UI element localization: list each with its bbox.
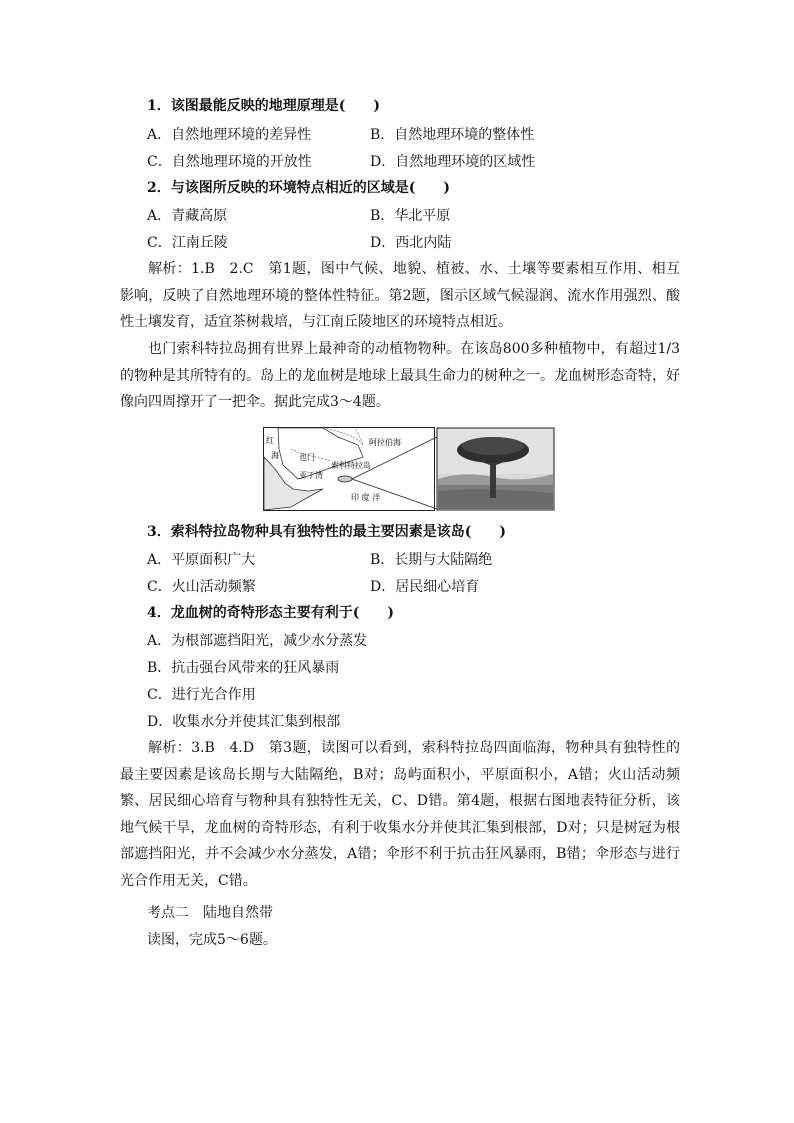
socotra-island-shape [338, 476, 352, 482]
q3-option-b: B．长期与大陆隔绝 [370, 552, 493, 568]
q1-option-d: D．自然地理环境的区域性 [370, 154, 536, 170]
label-indian-ocean: 印 度 洋 [351, 493, 381, 502]
map-svg [263, 427, 556, 511]
label-socotra: 索科特拉岛 [331, 461, 371, 470]
dragon-tree-photo [437, 428, 554, 510]
figure-map-and-photo [263, 427, 556, 511]
q2-option-b: B．华北平原 [370, 208, 451, 224]
label-arabian-sea: 阿拉伯海 [369, 438, 401, 447]
instruction-line: 读图，完成5～6题。 [147, 932, 277, 948]
q4-option-a: A．为根部遮挡阳光，减少水分蒸发 [147, 633, 368, 649]
analysis-2: 解析：3.B 4.D 第3题，读图可以看到，索科特拉岛四面临海，物种具有独特性的最主要因素是该岛长期与大陆隔绝，B对；岛屿面积小，平原面积小，A错；火山活动频繁、居民细心培育与物种具有独特性无关，C、D错。第4题，根据右图地表特征分析，该地气候干旱，龙血树的奇特形态，有利于收集水分并使其汇集到根部，D对；只是树冠为根部遮挡阳光，并不会减少水分蒸发，A错；伞形不利于抗击狂风暴雨，B错；伞形态与进行光合作用无关，C错。 [120, 740, 680, 889]
q4-option-b: B．抗击强台风带来的狂风暴雨 [147, 660, 340, 676]
label-gulf-of-aden: 亚丁湾 [299, 471, 323, 480]
q2-stem: 2．与该图所反映的环境特点相近的区域是( ) [147, 180, 450, 196]
q1-option-a: A．自然地理环境的差异性 [147, 127, 312, 143]
q1-option-c: C．自然地理环境的开放性 [147, 154, 312, 170]
q2-option-d: D．西北内陆 [370, 235, 452, 251]
label-red-sea-1: 红 [266, 436, 274, 445]
q3-option-d: D．居民细心培育 [370, 579, 480, 595]
q4-option-d: D．收集水分并使其汇集到根部 [147, 714, 341, 730]
analysis-1: 解析：1.B 2.C 第1题，图中气候、地貌、植被、水、土壤等要素相互作用、相互影响，反映了自然地理环境的整体性特征。第2题，图示区域气候湿润、流水作用强烈、酸性土壤发育，适宜茶树栽培，与江南丘陵地区的环境特点相近。 [120, 261, 680, 331]
q1-option-b: B．自然地理环境的整体性 [370, 127, 535, 143]
q3-option-a: A．平原面积广大 [147, 552, 256, 568]
section-heading: 考点二 陆地自然带 [147, 905, 273, 921]
q2-option-a: A．青藏高原 [147, 208, 228, 224]
q2-option-c: C．江南丘陵 [147, 235, 228, 251]
q1-stem: 1．该图最能反映的地理原理是( ) [147, 98, 380, 114]
q4-option-c: C．进行光合作用 [147, 687, 256, 703]
label-red-sea-2: 海 [271, 451, 279, 460]
q4-stem: 4．龙血树的奇特形态主要有利于( ) [147, 605, 394, 621]
q3-stem: 3．索科特拉岛物种具有独特性的最主要因素是该岛( ) [147, 524, 506, 540]
label-yemen: 也门 [299, 453, 315, 462]
intro-paragraph: 也门索科特拉岛拥有世界上最神奇的动植物物种。在该岛800多种植物中，有超过1/3的物种是其所特有的。岛上的龙血树是地球上最具生命力的树种之一。龙血树形态奇特，好像向四周撑开了一把伞。据此完成3～4题。 [120, 341, 680, 411]
q3-option-c: C．火山活动频繁 [147, 579, 256, 595]
